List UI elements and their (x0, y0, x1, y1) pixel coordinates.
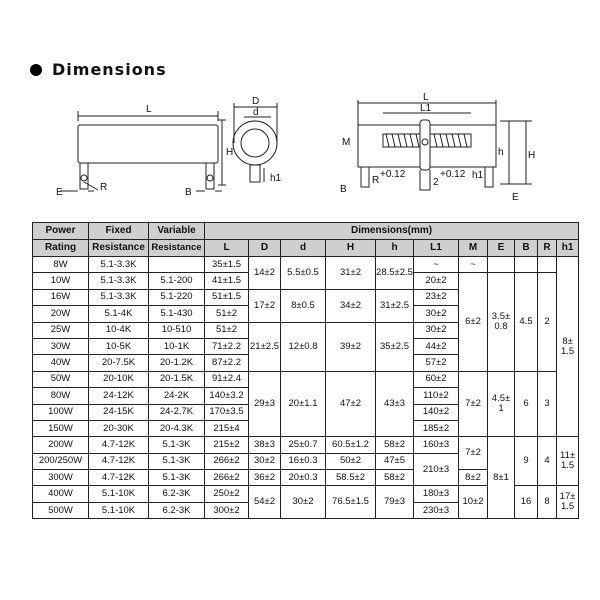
cell-M: 7±2 (459, 437, 488, 470)
label-B: B (185, 187, 192, 198)
cell-h: 35±2.5 (376, 322, 414, 371)
side-view-diagram (60, 111, 226, 191)
cell-L: 250±2 (205, 486, 249, 502)
cell-power: 8W (33, 257, 89, 273)
cell-fixed: 20-30K (89, 420, 149, 436)
cell-L: 215±2 (205, 437, 249, 453)
cell-L: 170±3.5 (205, 404, 249, 420)
cell-fixed: 4.7-12K (89, 453, 149, 469)
cell-E: 8±1 (488, 437, 515, 519)
label-H: H (226, 147, 234, 158)
cell-L1: 185±2 (414, 420, 459, 436)
cell-L: 35±1.5 (205, 257, 249, 273)
label-d: d (253, 107, 259, 118)
cell-H: 50±2 (326, 453, 376, 469)
cell-variable: 20-4.3K (149, 420, 205, 436)
header-power: Power (33, 223, 89, 240)
header-col-L1: L1 (414, 240, 459, 257)
cell-B: 16 (515, 486, 538, 519)
cell-power: 300W (33, 470, 89, 486)
cell-power: 100W (33, 404, 89, 420)
cell-d: 8±0.5 (281, 289, 326, 322)
cell-power: 40W (33, 355, 89, 371)
cell-h: 28.5±2.5 (376, 257, 414, 290)
cell-M: 6±2 (459, 273, 488, 371)
label-D: D (252, 96, 260, 107)
cell-L1: 210±3 (414, 453, 459, 486)
cell-fixed: 10-5K (89, 338, 149, 354)
cell-variable: 10-510 (149, 322, 205, 338)
cell-fixed: 5.1-4K (89, 306, 149, 322)
cell-d: 16±0.3 (281, 453, 326, 469)
header-power-2: Rating (33, 240, 89, 257)
table-body (33, 257, 579, 519)
cell-fixed: 4.7-12K (89, 470, 149, 486)
label-var-E: E (512, 192, 519, 203)
cell-power: 500W (33, 502, 89, 518)
table-row (33, 371, 579, 387)
cell-R: 3 (538, 371, 557, 437)
cell-L: 51±2 (205, 306, 249, 322)
cell-fixed: 4.7-12K (89, 437, 149, 453)
cell-D: 21±2.5 (249, 322, 281, 371)
cell-fixed: 5.1-3.3K (89, 257, 149, 273)
header-col-D: D (249, 240, 281, 257)
cell-H: 58.5±2 (326, 470, 376, 486)
cell-variable: 6.2-3K (149, 502, 205, 518)
cell-L: 266±2 (205, 470, 249, 486)
cell-B (515, 257, 538, 273)
cell-M: 10±2 (459, 486, 488, 519)
cell-d: 5.5±0.5 (281, 257, 326, 290)
label-h: h (498, 147, 504, 158)
cell-variable: 5.1-3K (149, 470, 205, 486)
cell-L1: 23±2 (414, 289, 459, 305)
cell-d: 25±0.7 (281, 437, 326, 453)
cell-power: 400W (33, 486, 89, 502)
cell-H: 76.5±1.5 (326, 486, 376, 519)
cell-h: 58±2 (376, 470, 414, 486)
cell-R: 4 (538, 437, 557, 486)
cell-variable: 24-2K (149, 388, 205, 404)
label-r-tolerance: +0.12 (380, 169, 406, 180)
cell-fixed: 5.1-10K (89, 486, 149, 502)
cell-E: 3.5± 0.8 (488, 273, 515, 371)
cell-H: 34±2 (326, 289, 376, 322)
cell-L1: 60±2 (414, 371, 459, 387)
label-2: 2 (433, 177, 439, 188)
header-col-R: R (538, 240, 557, 257)
dimension-diagrams (0, 0, 600, 215)
cell-H: 60.5±1.2 (326, 437, 376, 453)
cell-power: 50W (33, 371, 89, 387)
cell-power: 25W (33, 322, 89, 338)
section-title: Dimensions (52, 60, 167, 79)
cell-h: 58±2 (376, 437, 414, 453)
cell-R (538, 257, 557, 273)
cell-L: 51±2 (205, 322, 249, 338)
cell-h1: 17± 1.5 (557, 486, 579, 519)
cell-power: 10W (33, 273, 89, 289)
cell-R: 2 (538, 273, 557, 371)
cell-variable: 5.1-430 (149, 306, 205, 322)
cell-variable: 5.1-3K (149, 437, 205, 453)
header-fixed-2: Resistance (89, 240, 149, 257)
cell-fixed: 5.1-3.3K (89, 273, 149, 289)
cell-h: 47±5 (376, 453, 414, 469)
cell-L1: 30±2 (414, 322, 459, 338)
header-variable-2: Resistance (149, 240, 205, 257)
cell-L: 266±2 (205, 453, 249, 469)
cell-D: 54±2 (249, 486, 281, 519)
cell-variable: 5.1-220 (149, 289, 205, 305)
header-col-B: B (515, 240, 538, 257)
cell-variable: 10-1K (149, 338, 205, 354)
cell-variable: 20-1.2K (149, 355, 205, 371)
cell-d: 30±2 (281, 486, 326, 519)
cell-D: 29±3 (249, 371, 281, 437)
cell-L1: 230±3 (414, 502, 459, 518)
cell-variable: 5.1-200 (149, 273, 205, 289)
cell-R: 8 (538, 486, 557, 519)
table-row (33, 257, 579, 273)
cell-h1: 11± 1.5 (557, 437, 579, 486)
cell-L1: 180±3 (414, 486, 459, 502)
cell-d: 12±0.8 (281, 322, 326, 371)
cell-variable (149, 257, 205, 273)
cell-power: 150W (33, 420, 89, 436)
label-R: R (100, 182, 108, 193)
cell-M: 7±2 (459, 371, 488, 437)
label-h1: h1 (270, 173, 282, 184)
header-col-M: M (459, 240, 488, 257)
cell-L: 41±1.5 (205, 273, 249, 289)
cell-fixed: 20-7.5K (89, 355, 149, 371)
cell-H: 39±2 (326, 322, 376, 371)
cell-B: 4.5 (515, 273, 538, 371)
cell-power: 80W (33, 388, 89, 404)
cell-L: 215±4 (205, 420, 249, 436)
cell-fixed: 24-15K (89, 404, 149, 420)
cell-d: 20±0.3 (281, 470, 326, 486)
header-variable: Variable (149, 223, 205, 240)
cell-L1: 44±2 (414, 338, 459, 354)
cell-fixed: 24-12K (89, 388, 149, 404)
cell-fixed: 5.1-3.3K (89, 289, 149, 305)
cell-L1: 57±2 (414, 355, 459, 371)
header-col-h: h (376, 240, 414, 257)
header-col-E: E (488, 240, 515, 257)
label-L1: L1 (420, 103, 432, 114)
cell-fixed: 10-4K (89, 322, 149, 338)
cell-h1: 8± 1.5 (557, 257, 579, 437)
cell-D: 17±2 (249, 289, 281, 322)
cell-variable: 5.1-3K (149, 453, 205, 469)
cell-M: ~ (459, 257, 488, 273)
cell-fixed: 20-10K (89, 371, 149, 387)
cell-B: 6 (515, 371, 538, 437)
label-M: M (342, 137, 351, 148)
cell-L: 300±2 (205, 502, 249, 518)
cell-h: 79±3 (376, 486, 414, 519)
dimensions-table (32, 222, 579, 519)
label-L: L (146, 104, 152, 115)
cell-h: 43±3 (376, 371, 414, 437)
cell-E (488, 257, 515, 273)
cell-L: 91±2.4 (205, 371, 249, 387)
cell-h: 31±2.5 (376, 289, 414, 322)
cell-D: 36±2 (249, 470, 281, 486)
cell-L1: 140±2 (414, 404, 459, 420)
cell-power: 200/250W (33, 453, 89, 469)
label-var-R: R (372, 175, 380, 186)
cell-E: 4.5± 1 (488, 371, 515, 437)
header-col-H: H (326, 240, 376, 257)
cell-L1: 30±2 (414, 306, 459, 322)
cell-M: 8±2 (459, 470, 488, 486)
cell-power: 20W (33, 306, 89, 322)
cell-H: 31±2 (326, 257, 376, 290)
cell-D: 14±2 (249, 257, 281, 290)
cell-L1: ~ (414, 257, 459, 273)
header-col-d: d (281, 240, 326, 257)
header-col-L: L (205, 240, 249, 257)
cell-D: 38±3 (249, 437, 281, 453)
header-dimensions: Dimensions(mm) (205, 223, 579, 240)
cell-L: 87±2.2 (205, 355, 249, 371)
label-var-H: H (528, 150, 536, 161)
label-E: E (56, 187, 63, 198)
cell-L1: 20±2 (414, 273, 459, 289)
cell-power: 16W (33, 289, 89, 305)
cell-L: 51±1.5 (205, 289, 249, 305)
label-var-L: L (423, 92, 429, 103)
cell-variable: 24-2.7K (149, 404, 205, 420)
cell-fixed: 5.1-10K (89, 502, 149, 518)
cell-L1: 110±2 (414, 388, 459, 404)
cell-power: 200W (33, 437, 89, 453)
cell-B: 9 (515, 437, 538, 486)
cell-L: 140±3.2 (205, 388, 249, 404)
cell-L: 71±2.2 (205, 338, 249, 354)
cell-variable: 6.2-3K (149, 486, 205, 502)
cell-power: 30W (33, 338, 89, 354)
header-col-h1: h1 (557, 240, 579, 257)
cell-variable: 20-1.5K (149, 371, 205, 387)
label-var-h1: h1 (472, 170, 484, 181)
table-row (33, 437, 579, 453)
cell-d: 20±1.1 (281, 371, 326, 437)
header-fixed: Fixed (89, 223, 149, 240)
label-var-B: B (340, 184, 347, 195)
label-2-tolerance: +0.12 (440, 169, 466, 180)
cell-L1: 160±3 (414, 437, 459, 453)
cell-H: 47±2 (326, 371, 376, 437)
cell-D: 30±2 (249, 453, 281, 469)
